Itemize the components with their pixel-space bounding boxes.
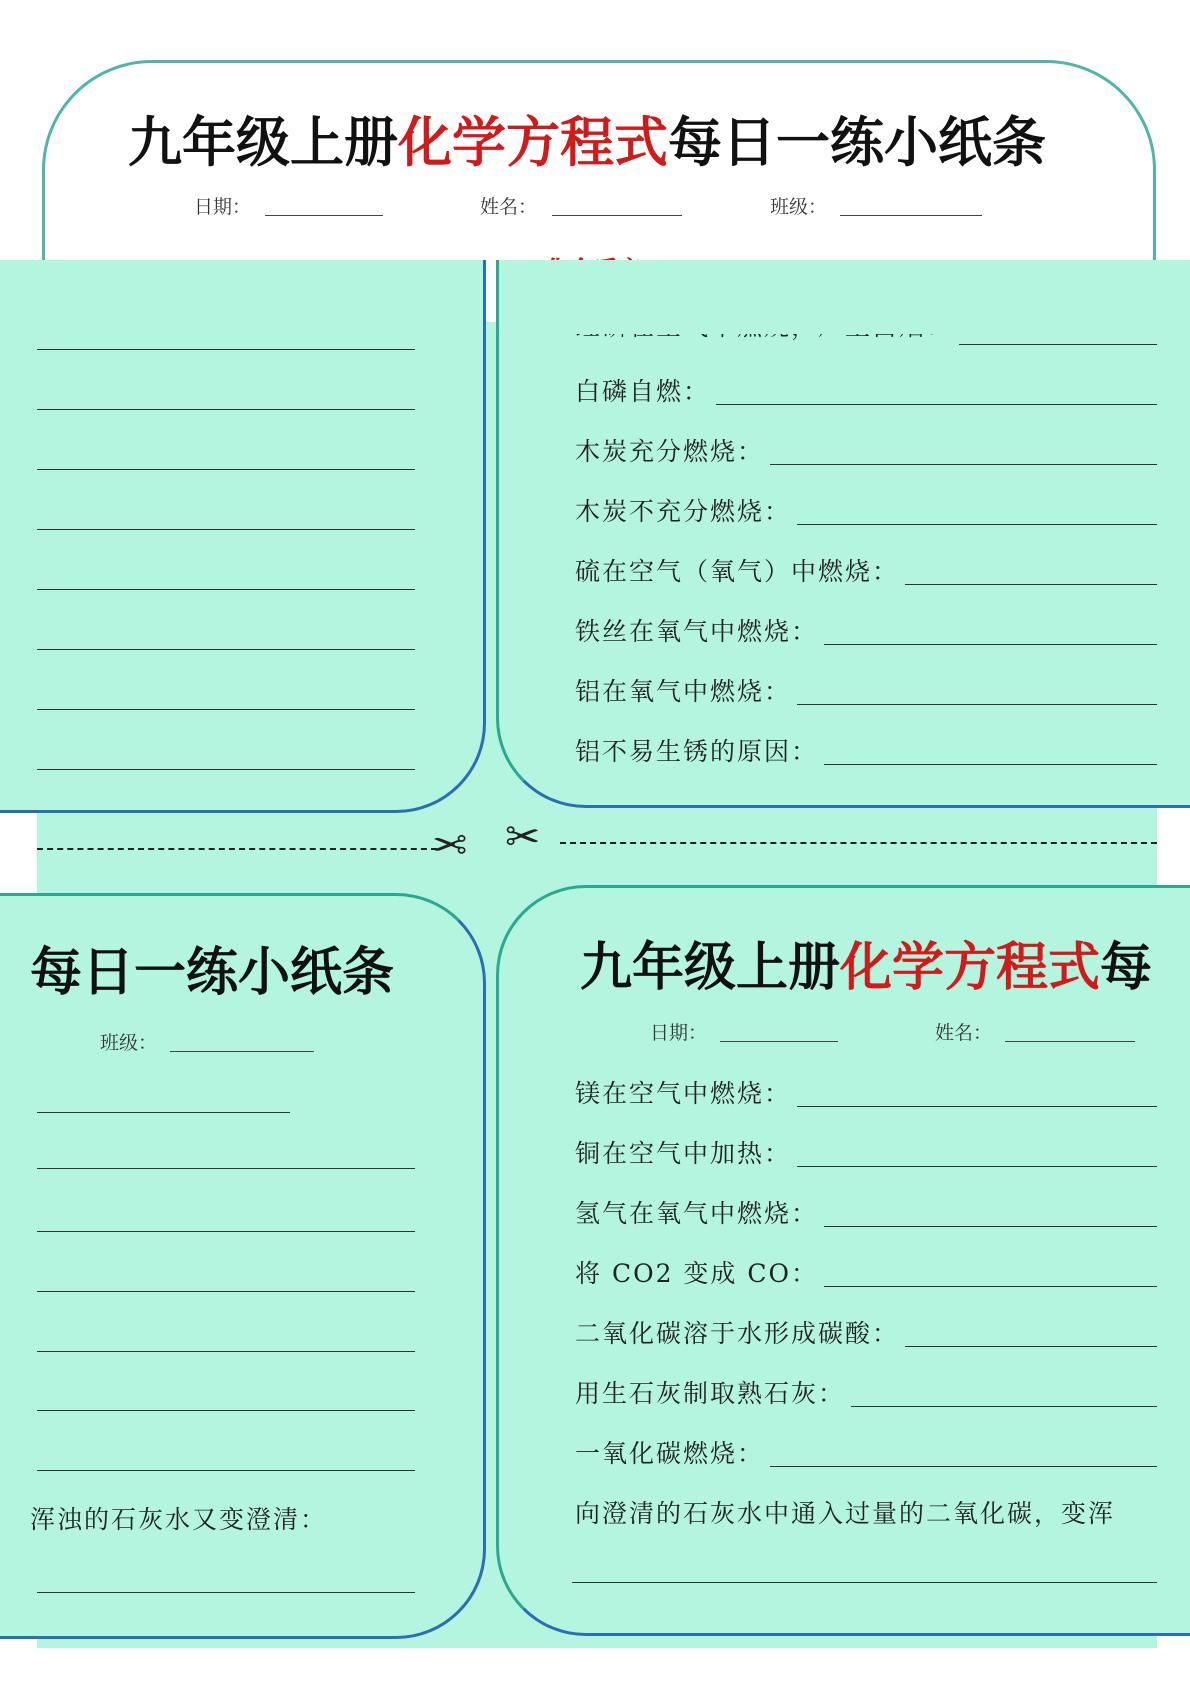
title-part2: 每日一练小纸条 [668,110,1046,174]
name-label: 姓名： [480,196,538,218]
br-title-part1: 九年级上册 [580,937,841,998]
answer-line[interactable] [797,1106,1157,1107]
br-title-red: 化学方程式 [840,937,1101,998]
scissors-icon: ✂ [505,812,541,861]
top-left-card [0,260,486,813]
answer-line[interactable] [37,769,415,770]
answer-line[interactable] [770,1466,1157,1467]
question-label: 用生石灰制取熟石灰： [575,1379,846,1408]
answer-line[interactable] [770,464,1157,465]
scissors-icon: ✂ [432,819,468,868]
answer-line[interactable] [37,349,415,350]
bottom-right-date-label: 日期： [650,1022,708,1044]
bottom-right-date-field[interactable] [720,1040,838,1042]
question-label: 白磷自燃： [575,377,711,406]
class-label: 班级： [770,196,828,218]
answer-line[interactable] [37,649,415,650]
bottom-left-class-field[interactable] [170,1050,314,1052]
question-label: 铁丝在氧气中燃烧： [575,617,819,646]
answer-line[interactable] [37,589,415,590]
date-label: 日期： [194,196,252,218]
title-part1: 九年级上册 [128,110,398,174]
answer-line[interactable] [824,644,1157,645]
answer-line[interactable] [37,1168,415,1169]
title-red: 化学方程式 [398,110,668,174]
question-label: 镁在空气中燃烧： [575,1079,792,1108]
name-field[interactable] [552,214,682,216]
br-title-tail: 每 [1100,937,1153,998]
answer-line[interactable] [37,529,415,530]
question-label: 木炭充分燃烧： [575,437,765,466]
bottom-left-last-question: 浑浊的石灰水又变澄清： [30,1505,328,1534]
answer-line[interactable] [824,764,1157,765]
answer-line[interactable] [959,344,1157,345]
answer-line[interactable] [37,1231,415,1232]
question-label: 硫在空气（氧气）中燃烧： [575,557,900,586]
question-label: 铝在氧气中燃烧： [575,677,792,706]
question-label: 向澄清的石灰水中通入过量的二氧化碳，变浑 [575,1499,1116,1528]
bottom-right-name-label: 姓名： [935,1022,993,1044]
class-field[interactable] [840,214,982,216]
cut-line-right [560,842,1157,844]
answer-line[interactable] [797,524,1157,525]
answer-line[interactable] [37,1291,415,1292]
bottom-right-answer-line[interactable] [572,1582,1157,1583]
answer-line[interactable] [37,1592,415,1593]
answer-line[interactable] [37,1470,415,1471]
bottom-right-name-field[interactable] [1005,1040,1135,1042]
answer-line[interactable] [797,1166,1157,1167]
answer-line[interactable] [797,704,1157,705]
answer-line[interactable] [37,469,415,470]
page-title [128,100,1046,177]
answer-line[interactable] [851,1406,1157,1407]
question-label: 氢气在氧气中燃烧： [575,1199,819,1228]
date-field[interactable] [265,214,383,216]
answer-line[interactable] [37,1351,415,1352]
question-label: 二氧化碳溶于水形成碳酸： [575,1319,900,1348]
bottom-right-title [580,925,1152,1000]
answer-line[interactable] [824,1286,1157,1287]
answer-line[interactable] [37,709,415,710]
question-label: 一氧化碳燃烧： [575,1439,765,1468]
answer-line[interactable] [824,1226,1157,1227]
answer-line[interactable] [37,1112,290,1113]
answer-line[interactable] [37,409,415,410]
question-label: 铝不易生锈的原因： [575,737,819,766]
answer-line[interactable] [905,584,1157,585]
bottom-left-class-label: 班级： [100,1032,158,1054]
cut-line-left [37,848,437,850]
answer-line[interactable] [37,1410,415,1411]
answer-line[interactable] [905,1346,1157,1347]
answer-line[interactable] [716,404,1157,405]
question-label: 将 CO2 变成 CO： [575,1259,818,1288]
question-label: 铜在空气中加热： [575,1139,792,1168]
bottom-left-title: 每日一练小纸条 [30,942,395,1003]
question-label: 木炭不充分燃烧： [575,497,792,526]
